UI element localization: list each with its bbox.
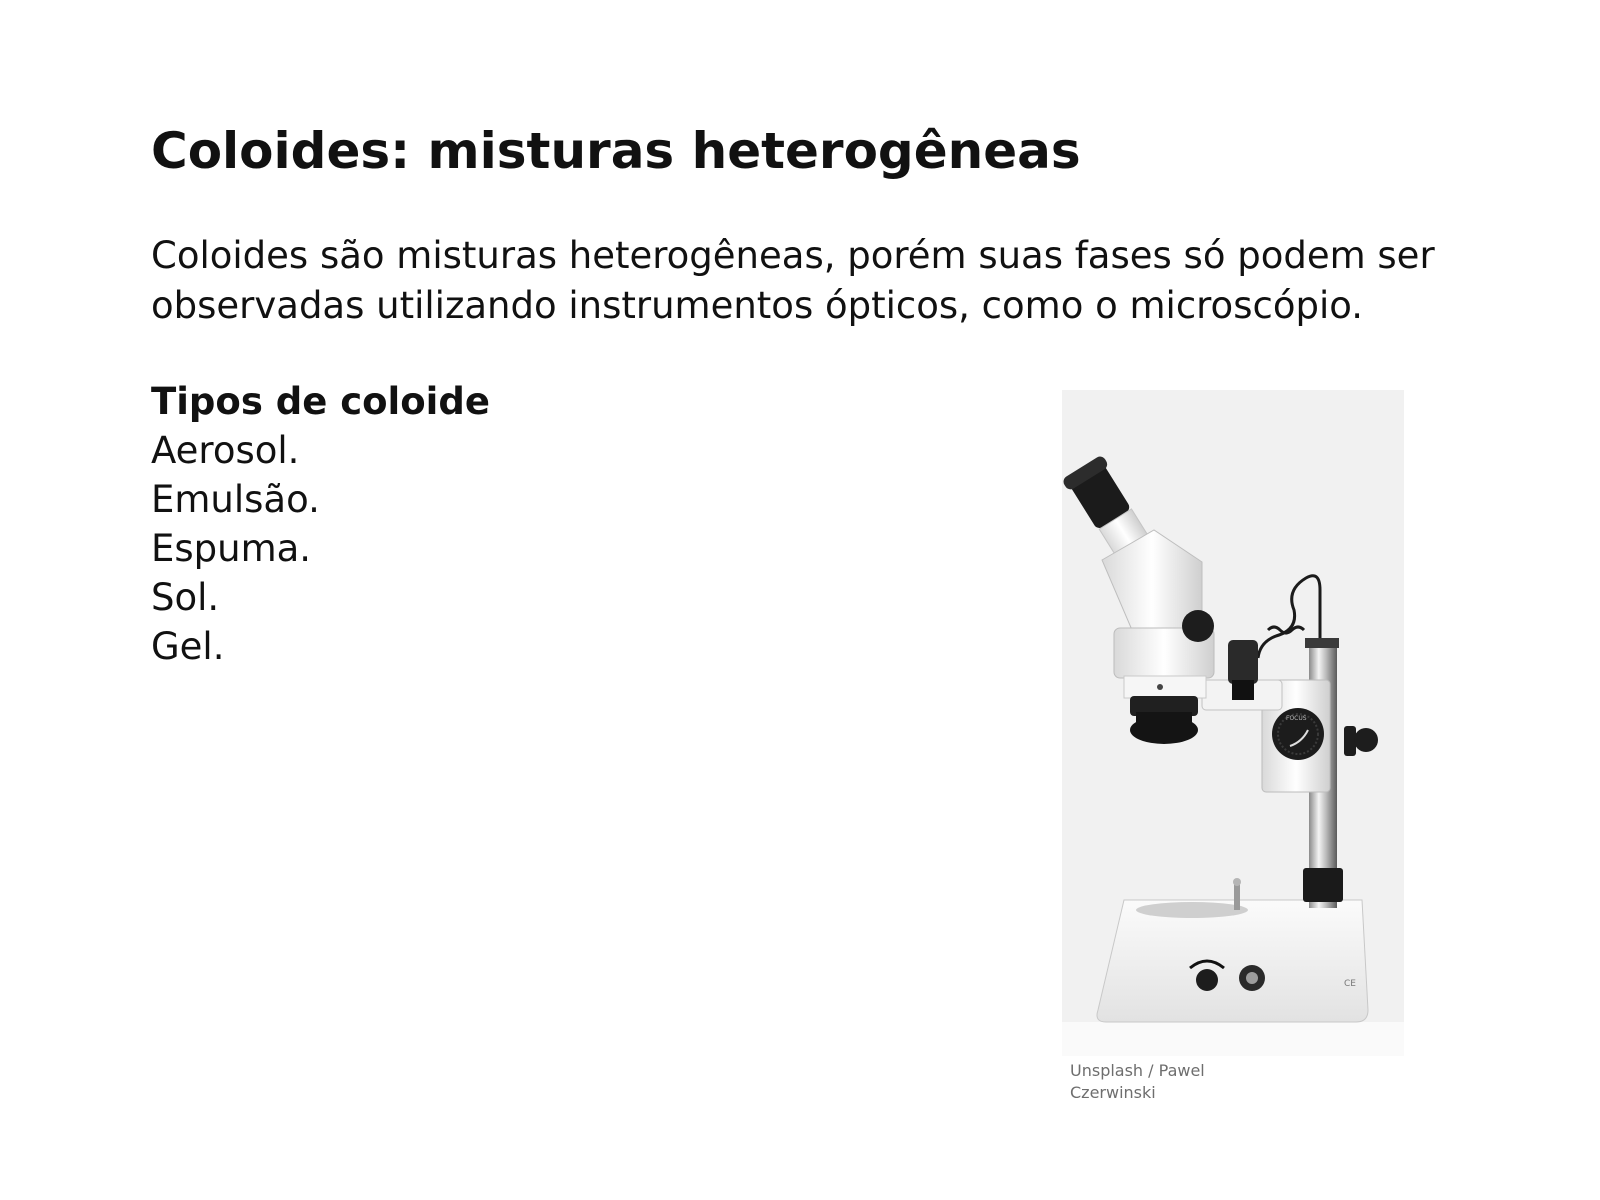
colloid-type-item: Gel. <box>151 625 225 668</box>
colloid-types-heading: Tipos de coloide <box>151 380 490 423</box>
focus-knob-label: FOCUS <box>1286 715 1307 722</box>
colloid-type-item: Aerosol. <box>151 429 300 472</box>
zoom-knob-icon <box>1182 610 1214 642</box>
microscope-photo <box>1062 390 1404 1056</box>
slide-title: Coloides: misturas heterogêneas <box>151 122 1081 180</box>
image-credit <box>1070 1060 1270 1104</box>
side-knob-icon <box>1354 728 1378 752</box>
image-credit-line: Unsplash / Pawel <box>1070 1061 1205 1080</box>
colloid-types-items <box>151 426 490 671</box>
colloid-type-item: Espuma. <box>151 527 312 570</box>
colloid-type-item: Sol. <box>151 576 220 619</box>
colloid-type-item: Emulsão. <box>151 478 320 521</box>
microscope-illustration <box>1062 390 1404 1056</box>
intro-paragraph: Coloides são misturas heterogêneas, porém suas fases só podem ser observadas utilizando instrumentos ópticos, como o microscópio. <box>151 234 1435 327</box>
colloid-types-list <box>151 377 490 671</box>
knob-left-icon <box>1196 969 1218 991</box>
table-surface <box>1062 1022 1404 1056</box>
image-credit-line: Czerwinski <box>1070 1083 1156 1102</box>
ce-mark: CE <box>1344 979 1356 989</box>
